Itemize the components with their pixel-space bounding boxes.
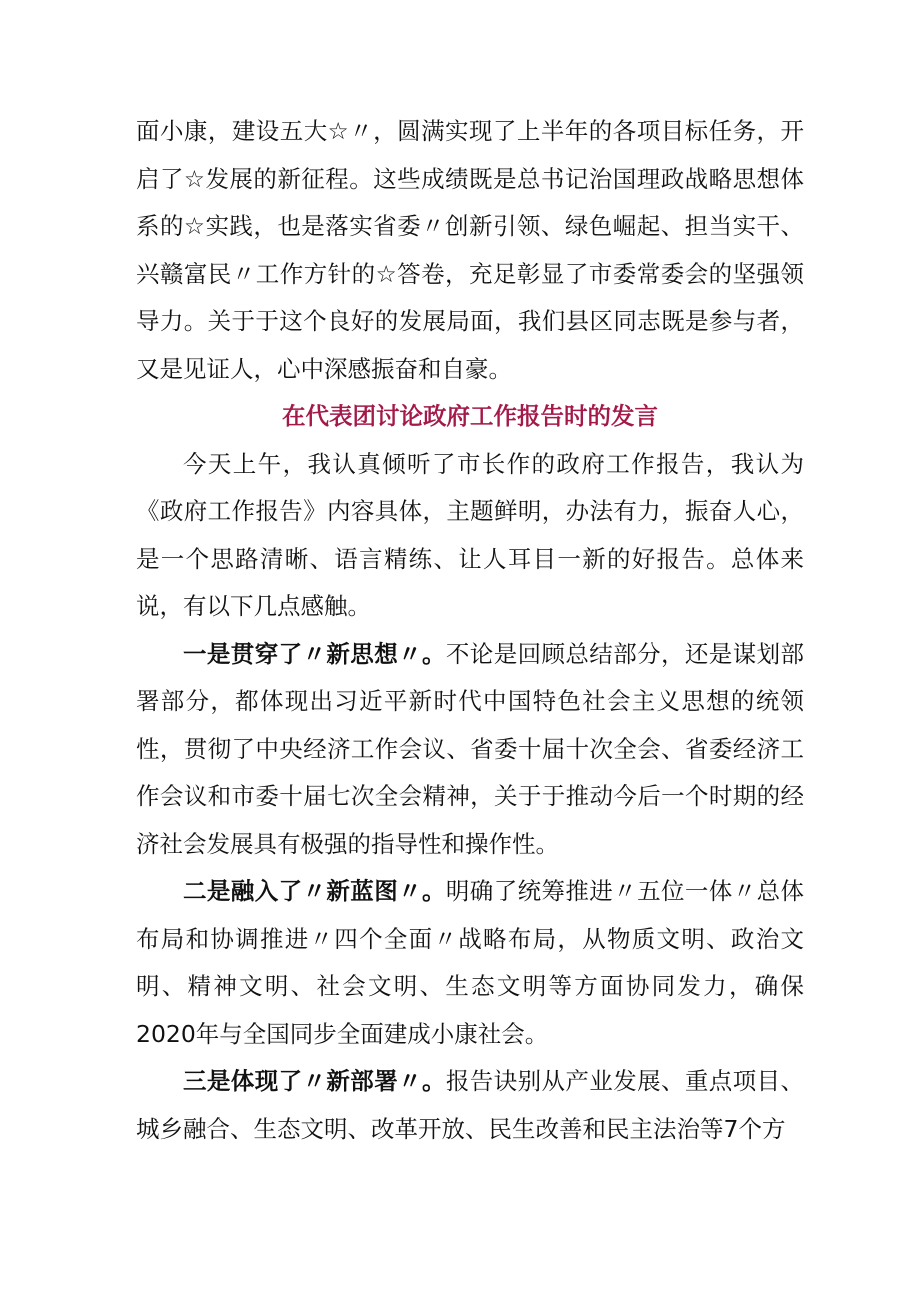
point-2-heading: 二是融入了〃新蓝图〃。 xyxy=(183,877,446,905)
point-3-heading: 三是体现了〃新部署〃。 xyxy=(183,1067,446,1095)
paragraph-continuation: 面小康，建设五大☆〃，圆满实现了上半年的各项目标任务，开启了☆发展的新征程。这些成绩既是总书记治国理政战略思想体系的☆实践，也是落实省委〃创新引领、绿色崛起、担当实干、兴赣富民〃工作方针的☆答卷，充足彰显了市委常委会的坚强领导力。关于于这个良好的发展局面，我们县区同志既是参与者，又是见证人，心中深感振奋和自豪。 xyxy=(136,117,804,383)
paragraph-intro: 今天上午，我认真倾听了市长作的政府工作报告，我认为《政府工作报告》内容具体，主题鲜明，办法有力，振奋人心，是一个思路清晰、语言精练、让人耳目一新的好报告。总体来说，有以下几点感触。 xyxy=(136,449,804,620)
paragraph-point-2 xyxy=(136,868,804,1058)
paragraph-point-1 xyxy=(136,631,804,869)
paragraph-point-3 xyxy=(136,1058,804,1153)
point-2-body: 明确了统筹推进〃五位一体〃总体布局和协调推进〃四个全面〃战略布局，从物质文明、政治文明、精神文明、社会文明、生态文明等方面协同发力，确保2020年与全国同步全面建成小康社会。 xyxy=(136,877,805,1048)
section-title: 在代表团讨论政府工作报告时的发言 xyxy=(282,402,658,430)
point-1-body: 不论是回顾总结部分，还是谋划部署部分，都体现出习近平新时代中国特色社会主义思想的统领性，贯彻了中央经济工作会议、省委十届十次全会、省委经济工作会议和市委十届七次全会精神，关于于推动今后一个时期的经济社会发展具有极强的指导性和操作性。 xyxy=(136,639,805,858)
point-1-heading: 一是贯穿了〃新思想〃。 xyxy=(183,639,446,668)
document-body xyxy=(136,108,804,1153)
point-3-body: 报告诀别从产业发展、重点项目、城乡融合、生态文明、改革开放、民生改善和民主法治等7个方 xyxy=(136,1067,805,1143)
